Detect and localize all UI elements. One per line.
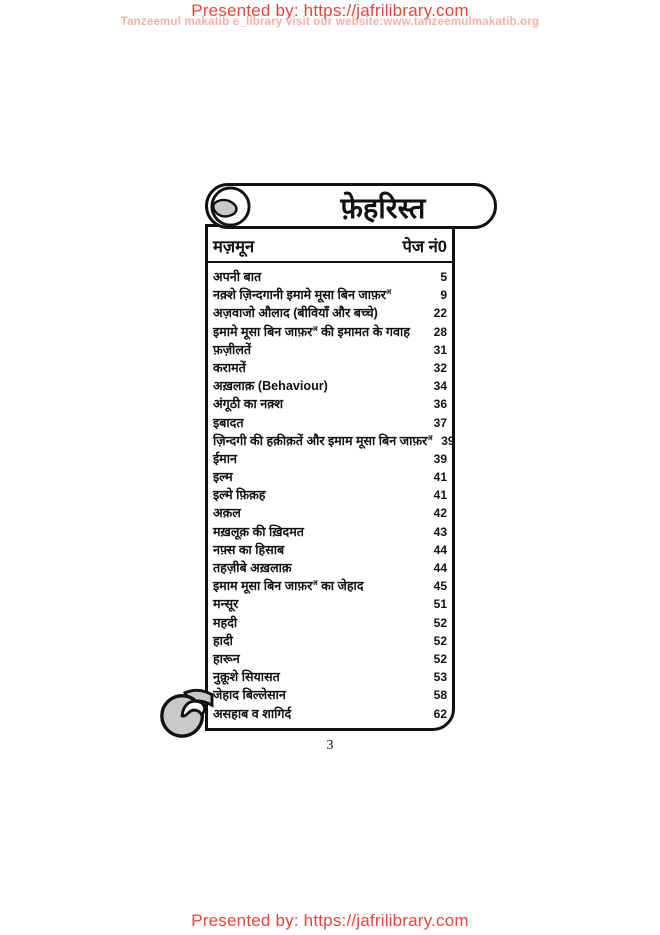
toc-entry-page: 36 bbox=[433, 397, 447, 412]
toc-row bbox=[213, 541, 447, 559]
toc-entry-label: फ़ज़ीलतें bbox=[213, 342, 252, 357]
toc-entry-label: अपनी बात bbox=[213, 270, 262, 284]
toc-entry-label: इल्मे फ़िक़ह bbox=[213, 488, 266, 503]
toc-row bbox=[213, 559, 447, 577]
toc-entry-page: 37 bbox=[433, 415, 447, 430]
toc-entry-page: 31 bbox=[433, 342, 447, 357]
toc-entry-page: 41 bbox=[433, 470, 447, 485]
toc-row bbox=[213, 468, 447, 486]
toc-header-page: पेज नं0 bbox=[402, 238, 447, 256]
toc-row bbox=[213, 395, 447, 413]
page-title: फ़ेहरिस्त bbox=[340, 190, 426, 225]
toc-row bbox=[213, 523, 447, 541]
toc-row bbox=[213, 450, 447, 468]
page-number: 3 bbox=[326, 738, 334, 753]
toc-entry-label: हारून bbox=[213, 651, 240, 666]
toc-entry-page: 28 bbox=[433, 324, 447, 339]
toc-row bbox=[213, 359, 447, 377]
toc-entry-page: 44 bbox=[433, 542, 447, 557]
toc-entry-page: 39 bbox=[441, 433, 455, 448]
toc-row bbox=[213, 268, 447, 286]
toc-row bbox=[213, 595, 447, 613]
toc-entry-label: अक़ल bbox=[213, 506, 241, 521]
toc-entry-page: 53 bbox=[433, 670, 447, 685]
toc-header-subject: मज़मून bbox=[213, 238, 255, 256]
toc-entry-page: 32 bbox=[433, 360, 447, 375]
toc-row bbox=[213, 486, 447, 504]
toc-entry-page: 62 bbox=[433, 706, 447, 721]
toc-list bbox=[208, 263, 455, 723]
toc-entry-label: अंगूठी का नक़्श bbox=[213, 397, 284, 412]
toc-entry-page: 34 bbox=[433, 379, 447, 394]
toc-entry-label: मन्सूर bbox=[213, 597, 239, 612]
toc-entry-page: 51 bbox=[433, 597, 447, 612]
toc-entry-page: 43 bbox=[433, 524, 447, 539]
toc-entry-page: 52 bbox=[433, 633, 447, 648]
toc-row bbox=[213, 377, 447, 395]
scroll-top-curl-icon bbox=[209, 185, 252, 228]
toc-entry-label: नुक़ूशे सियासत bbox=[213, 670, 280, 685]
toc-row bbox=[213, 323, 447, 341]
toc-entry-page: 44 bbox=[433, 561, 447, 575]
toc-row bbox=[213, 504, 447, 522]
toc-entry-page: 9 bbox=[440, 288, 447, 303]
scroll-bottom-curl-icon bbox=[158, 686, 212, 740]
toc-entry-label: नफ़्स का हिसाब bbox=[213, 542, 285, 557]
toc-entry-label: इमामे मूसा बिन जाफ़र$^अ$ की इमामत के गवाह bbox=[213, 324, 410, 339]
toc-row bbox=[213, 432, 455, 450]
toc-entry-page: 39 bbox=[433, 451, 447, 466]
toc-entry-label: करामतें bbox=[213, 360, 246, 375]
toc-entry-label: असहाब व शागिर्द bbox=[213, 706, 292, 721]
toc-entry-label: अज़वाजो औलाद (बीवियाँ और बच्चे) bbox=[213, 306, 378, 321]
toc-entry-page: 41 bbox=[433, 488, 447, 503]
toc-entry-page: 45 bbox=[433, 579, 447, 594]
toc-row bbox=[213, 577, 447, 595]
toc-entry-page: 5 bbox=[440, 270, 447, 284]
toc-entry-page: 22 bbox=[433, 306, 447, 321]
toc-entry-label: ईमान bbox=[213, 451, 237, 466]
toc-row bbox=[213, 668, 447, 686]
toc-row bbox=[213, 686, 447, 704]
toc-entry-page: 52 bbox=[433, 615, 447, 630]
watermark-bottom-link: Presented by: https://jafrilibrary.com bbox=[191, 911, 469, 930]
toc-row bbox=[213, 705, 447, 723]
toc-entry-label: अख़लाक़ (Behaviour) bbox=[213, 379, 328, 394]
toc-row bbox=[213, 614, 447, 632]
toc-row bbox=[213, 650, 447, 668]
toc-entry-label: मख़लूक़ की ख़िदमत bbox=[213, 524, 304, 539]
toc-entry-label: इमाम मूसा बिन जाफ़र$^अ$ का जेहाद bbox=[213, 579, 364, 594]
toc-entry-page: 42 bbox=[433, 506, 447, 521]
toc-entry-label: इल्म bbox=[213, 470, 233, 485]
toc-entry-page: 58 bbox=[433, 688, 447, 703]
toc-row bbox=[213, 286, 447, 304]
toc-box bbox=[205, 224, 455, 731]
toc-entry-label: हादी bbox=[213, 633, 233, 648]
watermark-top-link: Presented by: https://jafrilibrary.com bbox=[191, 1, 469, 20]
toc-entry-label: नक़्शे ज़िन्दगानी इमामे मूसा बिन जाफ़र$^अ$ bbox=[213, 288, 392, 303]
toc-row bbox=[213, 304, 447, 322]
toc-entry-label: ज़िन्दगी की हक़ीक़तें और इमाम मूसा बिन जाफ़र$^अ$ bbox=[213, 433, 433, 448]
toc-entry-page: 52 bbox=[433, 651, 447, 666]
toc-header bbox=[208, 227, 452, 261]
toc-entry-label: तहज़ीबे अख़लाक़ bbox=[213, 561, 292, 575]
toc-row bbox=[213, 341, 447, 359]
toc-entry-label: इबादत bbox=[213, 415, 244, 430]
toc-entry-label: जेहाद बिल्लेसान bbox=[213, 688, 286, 703]
toc-entry-label: महदी bbox=[213, 615, 238, 630]
watermark-top-subtitle: Tanzeemul makatib e_library visit our website:www.tanzeemulmakatib.org bbox=[120, 16, 540, 28]
toc-row bbox=[213, 632, 447, 650]
toc-row bbox=[213, 414, 447, 432]
